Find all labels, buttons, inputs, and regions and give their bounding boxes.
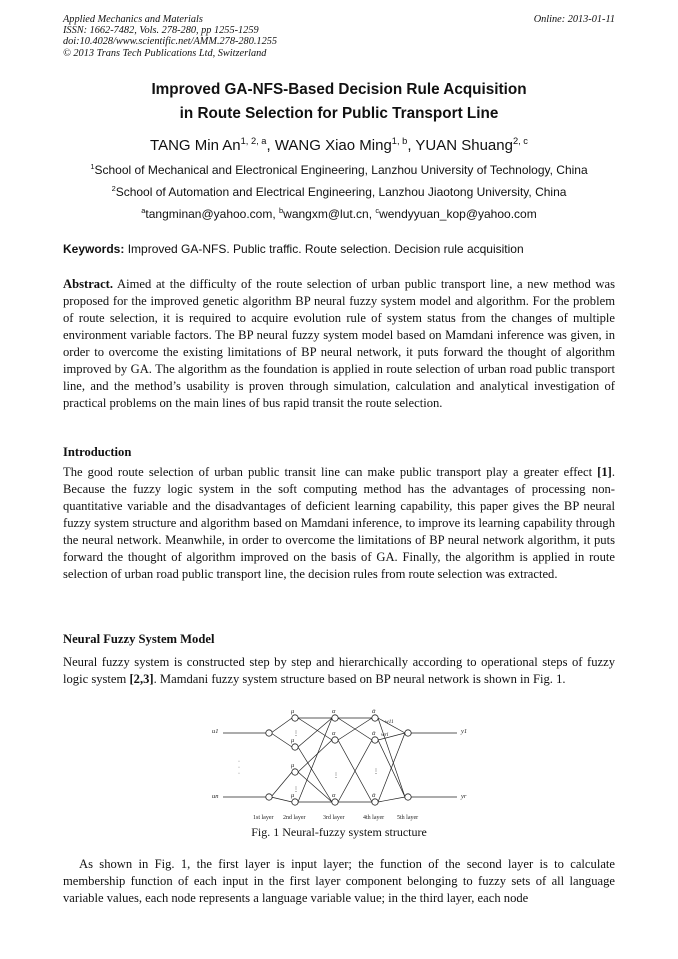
nfs-text: Neural fuzzy system is constructed step by step and hierarchically according to operational steps of fuzzy logic system [2,3]. Mamdani fuzzy system structure based on BP neural network is shown in Fig. 1. — [63, 655, 615, 686]
input-label: u1 — [212, 728, 219, 735]
citation: [1] — [597, 465, 612, 479]
affiliation-1: $^1$School of Mechanical and Electronical Engineering, Lanzhou University of Technology, China — [90, 162, 588, 177]
author-superscript: 2, c — [512, 136, 528, 146]
svg-text:μ: μ — [291, 708, 295, 715]
svg-text:ᾱ: ᾱ — [372, 792, 376, 799]
layer-label: 1st layer — [253, 815, 274, 821]
affiliation-superscript: 2 — [111, 184, 116, 193]
body-paragraph: As shown in Fig. 1, the first layer is input layer; the function of the second layer is to calculate membership function of each input in the first layer component belonging to fuzzy sets of all language variable values, each node represents a language variable value; in the third layer, each node — [63, 857, 615, 905]
issn-line: ISSN: 1662-7482, Vols. 278-280, pp 1255-1259 — [63, 25, 259, 37]
email-link[interactable]: tangminan@yahoo.com — [145, 207, 273, 221]
rule-node — [332, 799, 338, 805]
membership-node — [292, 715, 298, 721]
connection-lines — [223, 718, 457, 802]
affiliation-superscript: 1 — [90, 162, 95, 171]
author-superscript: 1, 2, a — [240, 136, 267, 146]
email-link[interactable]: wangxm@lut.cn — [283, 207, 369, 221]
doi-line: doi:10.4028/www.scientific.net/AMM.278-280.1255 — [63, 36, 278, 48]
layer-label: 4th layer — [363, 815, 385, 821]
membership-node — [292, 769, 298, 775]
keywords-label: Keywords: — [63, 242, 125, 256]
membership-node — [292, 799, 298, 805]
author-name: WANG Xiao Ming — [274, 137, 392, 154]
svg-text:μ: μ — [291, 762, 295, 769]
svg-text:⋮: ⋮ — [293, 787, 299, 793]
input-label: un — [212, 793, 219, 800]
author-name: YUAN Shuang — [415, 137, 513, 154]
svg-text:α: α — [332, 708, 336, 715]
svg-text:·: · — [238, 759, 240, 765]
normalize-node — [372, 715, 378, 721]
input-node — [266, 794, 272, 800]
svg-text:ᾱ: ᾱ — [372, 708, 376, 715]
svg-text:α: α — [332, 792, 336, 799]
nfs-heading: Neural Fuzzy System Model — [63, 632, 215, 646]
normalize-node — [372, 799, 378, 805]
network-nodes — [266, 715, 411, 805]
layer-labels — [253, 815, 418, 821]
weight-label: w11 — [385, 719, 394, 725]
svg-text:·: · — [238, 771, 240, 777]
copyright-line: © 2013 Trans Tech Publications Ltd, Switzerland — [63, 47, 267, 59]
layer-label: 3rd layer — [323, 815, 345, 821]
abstract-text: Aimed at the difficulty of the route selection of urban public transport line, a new method was proposed for the improved genetic algorithm BP neural fuzzy system model and algorithm. For the problem of route selection, it is required to acquire evolution rule of system status from the changes of multiple environment variable factors. The BP neural fuzzy system model based on Mamdani inference was given, in order to overcome the existing limitations of BP neural network, it puts forward the thought of algorithm improved by GA. The algorithm as the foundation is applied in route selection of urban road public transport line, and the method’s usability is proven through simulation, calculation and analytical investigation of practical problems on the main lines of bus rapid transit the route selection. — [63, 277, 615, 410]
layer-label: 5th layer — [397, 815, 419, 821]
online-date: Online: 2013-01-11 — [533, 14, 615, 25]
weight-label: wrl — [381, 732, 389, 738]
output-label: yr — [461, 793, 467, 800]
normalize-node — [372, 737, 378, 743]
layer-label: 2nd layer — [283, 815, 306, 821]
abstract-label: Abstract. — [63, 277, 114, 291]
rule-node — [332, 715, 338, 721]
output-node — [405, 730, 411, 736]
svg-text:·: · — [238, 765, 240, 771]
keywords — [63, 242, 615, 256]
svg-text:⋮: ⋮ — [333, 773, 339, 779]
author-name: TANG Min An — [150, 137, 241, 154]
figure-caption: Fig. 1 Neural-fuzzy system structure — [251, 825, 427, 839]
svg-text:ᾱ: ᾱ — [372, 730, 376, 737]
paper-title-line-1: Improved GA-NFS-Based Decision Rule Acquisition — [151, 81, 527, 98]
journal-header — [63, 14, 615, 59]
output-node — [405, 794, 411, 800]
email-list: $^a$tangminan@yahoo.com, $^b$wangxm@lut.cn, $^c$wendyyuan_kop@yahoo.com — [141, 206, 537, 221]
paper-title-line-2: in Route Selection for Public Transport Line — [179, 105, 499, 122]
author-superscript: 1, b — [391, 136, 408, 146]
svg-text:⋮: ⋮ — [293, 731, 299, 737]
neural-fuzzy-diagram — [205, 703, 475, 823]
author-list: TANG Min An$^{1, 2, a}$, WANG Xiao Ming$^{1, b}$, YUAN Shuang$^{2, c}$ — [150, 136, 528, 154]
diagram-labels — [212, 708, 467, 800]
svg-text:α: α — [332, 730, 336, 737]
membership-node — [292, 744, 298, 750]
svg-text:⋮: ⋮ — [373, 769, 379, 775]
svg-text:μ: μ — [291, 792, 295, 799]
rule-node — [332, 737, 338, 743]
abstract — [63, 276, 615, 412]
email-link[interactable]: wendyyuan_kop@yahoo.com — [379, 207, 537, 221]
input-node — [266, 730, 272, 736]
keywords-text: Improved GA-NFS. Public traffic. Route selection. Decision rule acquisition — [124, 242, 524, 256]
citation: [2,3] — [129, 672, 154, 686]
introduction-text: The good route selection of urban public transit line can make public transport play a greater effect [1]. Because the fuzzy logic system in the soft computing method has the advantages of processing non-quantitative variable and the disadvantages of deficient learning capability, this paper gives the BP neural fuzzy system structure and algorithm based on Mamdani inference, to improve its learning capability through the neural network. Meanwhile, in order to overcome the limitations of BP neural network algorithm, it puts forward the thought of algorithm improved on the basis of GA. Finally, the algorithm is applied in route selection of urban road public transport line, the decision rules from route selection was extracted. — [63, 465, 615, 581]
affiliation-2: $^2$School of Automation and Electrical Engineering, Lanzhou Jiaotong University, China — [111, 184, 567, 199]
output-label: y1 — [461, 728, 468, 735]
svg-text:μ: μ — [291, 737, 295, 744]
journal-name: Applied Mechanics and Materials — [63, 14, 203, 25]
introduction-heading: Introduction — [63, 445, 132, 459]
